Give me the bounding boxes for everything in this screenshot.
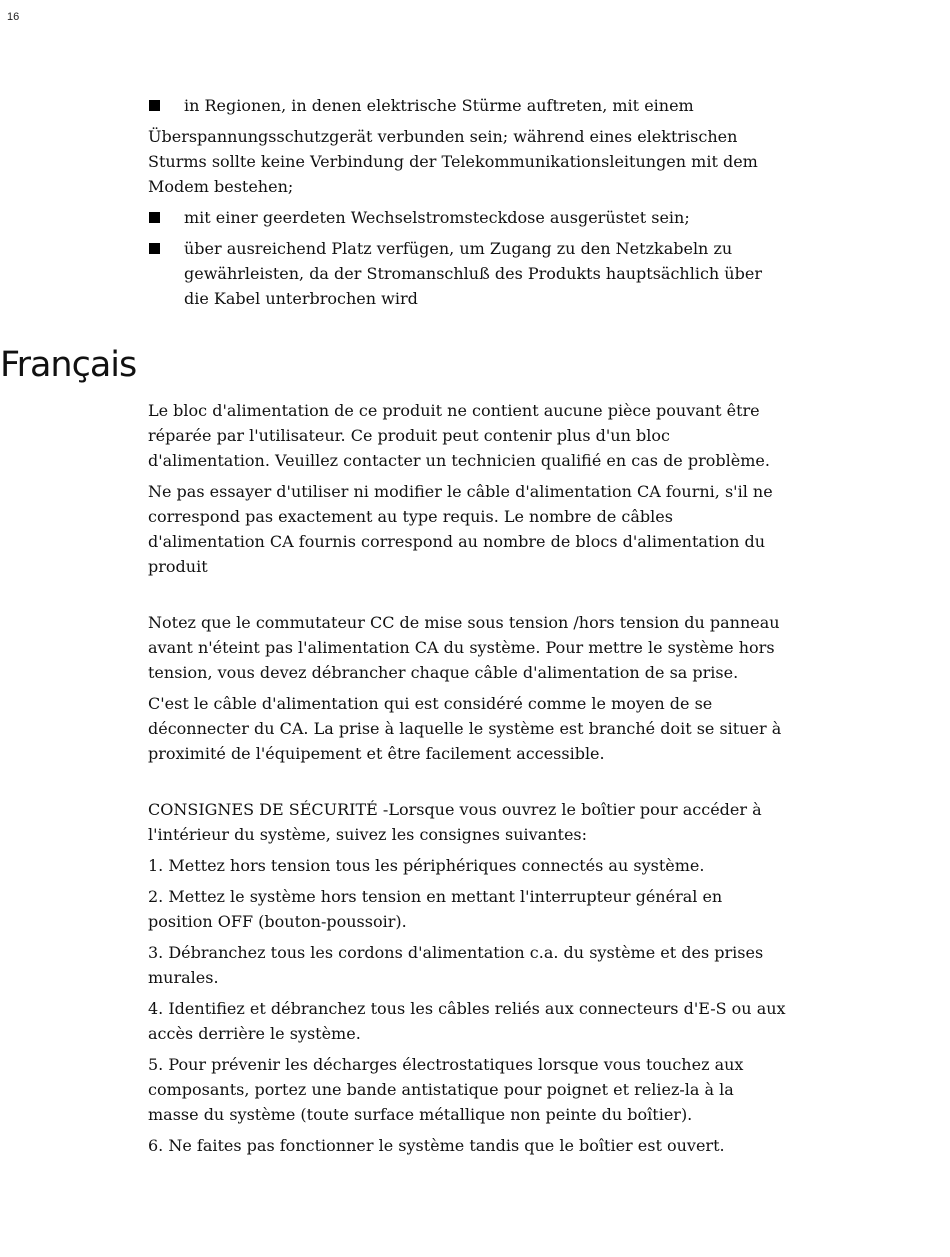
section-heading-francais: Français xyxy=(0,345,137,385)
safety-intro: CONSIGNES DE SÉCURITÉ -Lorsque vous ouvrez le boîtier pour accéder à l'intérieur du système, suivez les consignes suivantes: xyxy=(148,800,762,844)
safety-step: 1. Mettez hors tension tous les périphériques connectés au système. xyxy=(148,856,705,875)
paragraph: Ne pas essayer d'utiliser ni modifier le câble d'alimentation CA fourni, s'il ne correspond pas exactement au type requis. Le nombre de câbles d'alimentation CA fournis correspond au nombre de blocs d'alimentation du produit xyxy=(148,482,773,576)
paragraph: Le bloc d'alimentation de ce produit ne contient aucune pièce pouvant être réparée par l'utilisateur. Ce produit peut contenir plus d'un bloc d'alimentation. Veuillez contacter un technicien qualifié en cas de problème. xyxy=(148,401,770,470)
page-number: 16 xyxy=(7,11,20,23)
german-section xyxy=(148,93,788,317)
safety-step: 6. Ne faites pas fonctionner le système tandis que le boîtier est ouvert. xyxy=(148,1136,725,1155)
safety-step: 3. Débranchez tous les cordons d'alimentation c.a. du système et des prises murales. xyxy=(148,943,764,987)
square-bullet-icon xyxy=(149,243,160,254)
bullet-text: über ausreichend Platz verfügen, um Zugang zu den Netzkabeln zu gewährleisten, da der Stromanschluß des Produkts hauptsächlich über die Kabel unterbrochen wird xyxy=(184,239,762,308)
paragraph: Notez que le commutateur CC de mise sous tension /hors tension du panneau avant n'éteint pas l'alimentation CA du système. Pour mettre le système hors tension, vous devez débrancher chaque câble d'alimentation de sa prise. xyxy=(148,613,780,682)
bullet-item xyxy=(148,93,788,118)
bullet-text: mit einer geerdeten Wechselstromsteckdose ausgerüstet sein; xyxy=(184,208,690,227)
paragraph: Überspannungsschutzgerät verbunden sein; während eines elektrischen Sturms sollte keine Verbindung der Telekommunikationsleitungen mit dem Modem bestehen; xyxy=(148,127,758,196)
safety-step: 2. Mettez le système hors tension en mettant l'interrupteur général en position OFF (bouton-poussoir). xyxy=(148,887,723,931)
square-bullet-icon xyxy=(149,100,160,111)
safety-step: 4. Identifiez et débranchez tous les câbles reliés aux connecteurs d'E-S ou aux accès derrière le système. xyxy=(148,999,786,1043)
bullet-item xyxy=(148,236,788,311)
bullet-text: in Regionen, in denen elektrische Stürme auftreten, mit einem xyxy=(184,96,694,115)
paragraph: C'est le câble d'alimentation qui est considéré comme le moyen de se déconnecter du CA. La prise à laquelle le système est branché doit se situer à proximité de l'équipement et être facilement accessible. xyxy=(148,694,782,763)
square-bullet-icon xyxy=(149,212,160,223)
bullet-item xyxy=(148,205,788,230)
safety-step: 5. Pour prévenir les décharges électrostatiques lorsque vous touchez aux composants, portez une bande antistatique pour poignet et reliez-la à la masse du système (toute surface métallique non peinte du boîtier). xyxy=(148,1055,744,1124)
french-section xyxy=(148,398,788,1164)
